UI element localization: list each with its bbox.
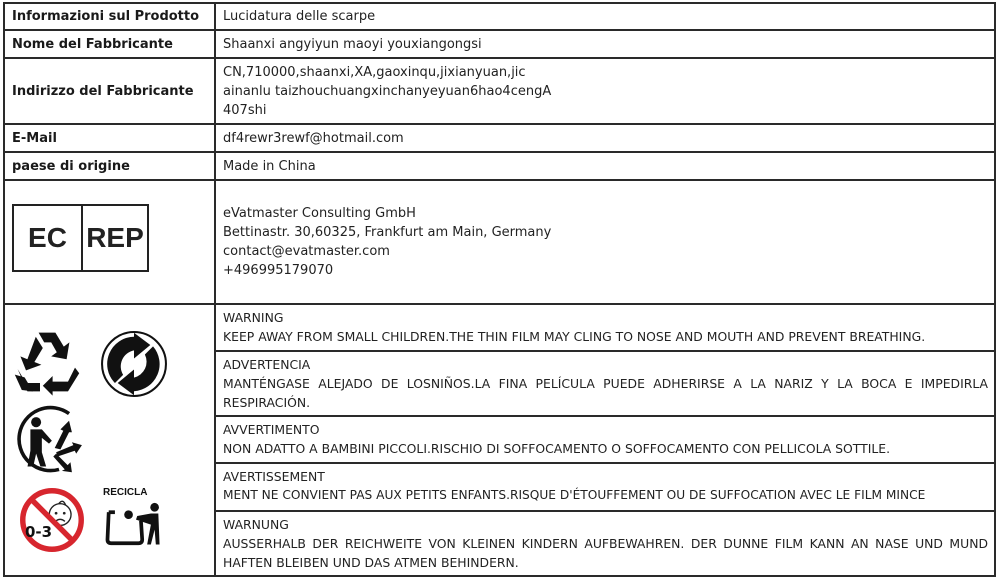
warning-block-es	[216, 352, 994, 417]
value-email: df4rewr3rewf@hotmail.com	[223, 130, 404, 146]
warning-text: MANTÉNGASE ALEJADO DE LOSNIÑOS.LA FINA PELÍCULA PUEDE ADHERIRSE A LA NARIZ Y LA BOCA E IMPEDIRLA RESPIRACIÓN.	[223, 376, 988, 410]
label-email: E-Mail	[5, 125, 216, 151]
green-dot-icon	[100, 330, 168, 398]
warning-block-fr	[216, 464, 994, 512]
address-line: ainanlu taizhouchuangxinchanyeyuan6hao4cengA	[223, 83, 552, 99]
label-country-of-origin: paese di origine	[5, 153, 216, 179]
row-ec-rep	[5, 181, 994, 305]
warning-block-de	[216, 512, 994, 575]
label-manufacturer-name: Nome del Fabbricante	[5, 31, 216, 57]
warning-title: AVVERTIMENTO	[223, 422, 320, 437]
row-manufacturer-name	[5, 31, 994, 59]
row-manufacturer-address	[5, 59, 994, 125]
value-manufacturer-name: Shaanxi angyiyun maoyi youxiangongsi	[223, 36, 482, 52]
warning-title: ADVERTENCIA	[223, 357, 311, 372]
ec-rep-symbol-rep: REP	[86, 222, 144, 253]
row-email	[5, 125, 994, 153]
ec-rep-address: Bettinastr. 30,60325, Frankfurt am Main, Germany	[223, 225, 552, 240]
row-product-info	[5, 4, 994, 31]
row-warnings	[5, 305, 994, 575]
warning-title: AVERTISSEMENT	[223, 469, 325, 484]
age-range-label: 0-3	[25, 523, 53, 541]
address-line: CN,710000,shaanxi,XA,gaoxinqu,jixianyuan,jic	[223, 64, 526, 80]
label-product-info: Informazioni sul Prodotto	[5, 4, 216, 29]
ec-rep-name: eVatmaster Consulting GmbH	[223, 206, 416, 221]
ec-rep-symbol-ec: EC	[14, 206, 83, 270]
warning-text: NON ADATTO A BAMBINI PICCOLI.RISCHIO DI SOFFOCAMENTO O SOFFOCAMENTO CON PELLICOLA SOTTILE.	[223, 441, 891, 456]
warning-block-it	[216, 417, 994, 464]
warning-text: KEEP AWAY FROM SMALL CHILDREN.THE THIN FILM MAY CLING TO NOSE AND MOUTH AND PREVENT BREATHING.	[223, 329, 926, 344]
warning-text: MENT NE CONVIENT PAS AUX PETITS ENFANTS.RISQUE D'ÉTOUFFEMENT OU DE SUFFOCATION AVEC LE FILM MINCE	[223, 488, 926, 502]
product-info-table	[3, 2, 996, 577]
recicla-label: RECICLA	[103, 487, 148, 498]
ec-rep-cell	[5, 181, 216, 303]
warning-title: WARNING	[223, 310, 284, 325]
warning-block-en	[216, 305, 994, 352]
recicla-bin-icon	[105, 502, 167, 546]
value-country-of-origin: Made in China	[223, 158, 316, 174]
no-children-0-3-icon	[17, 486, 87, 554]
triman-icon	[13, 405, 85, 473]
warning-title: WARNUNG	[223, 517, 289, 532]
warning-text: AUSSERHALB DER REICHWEITE VON KLEINEN KINDERN AUFBEWAHREN. DER DUNNE FILM KANN AN NASE UND MUND HAFTEN BLEIBEN UND DAS ATMEN BEHINDERN.	[223, 536, 988, 570]
recycle-icon	[12, 327, 82, 397]
label-manufacturer-address: Indirizzo del Fabbricante	[5, 59, 216, 123]
ec-rep-phone: +496995179070	[223, 263, 334, 278]
ec-rep-email: contact@evatmaster.com	[223, 244, 390, 259]
symbols-cell	[5, 305, 216, 575]
ec-rep-symbol	[12, 204, 149, 272]
address-line: 407shi	[223, 102, 267, 118]
value-product-info: Lucidatura delle scarpe	[223, 9, 376, 24]
row-country-of-origin	[5, 153, 994, 181]
